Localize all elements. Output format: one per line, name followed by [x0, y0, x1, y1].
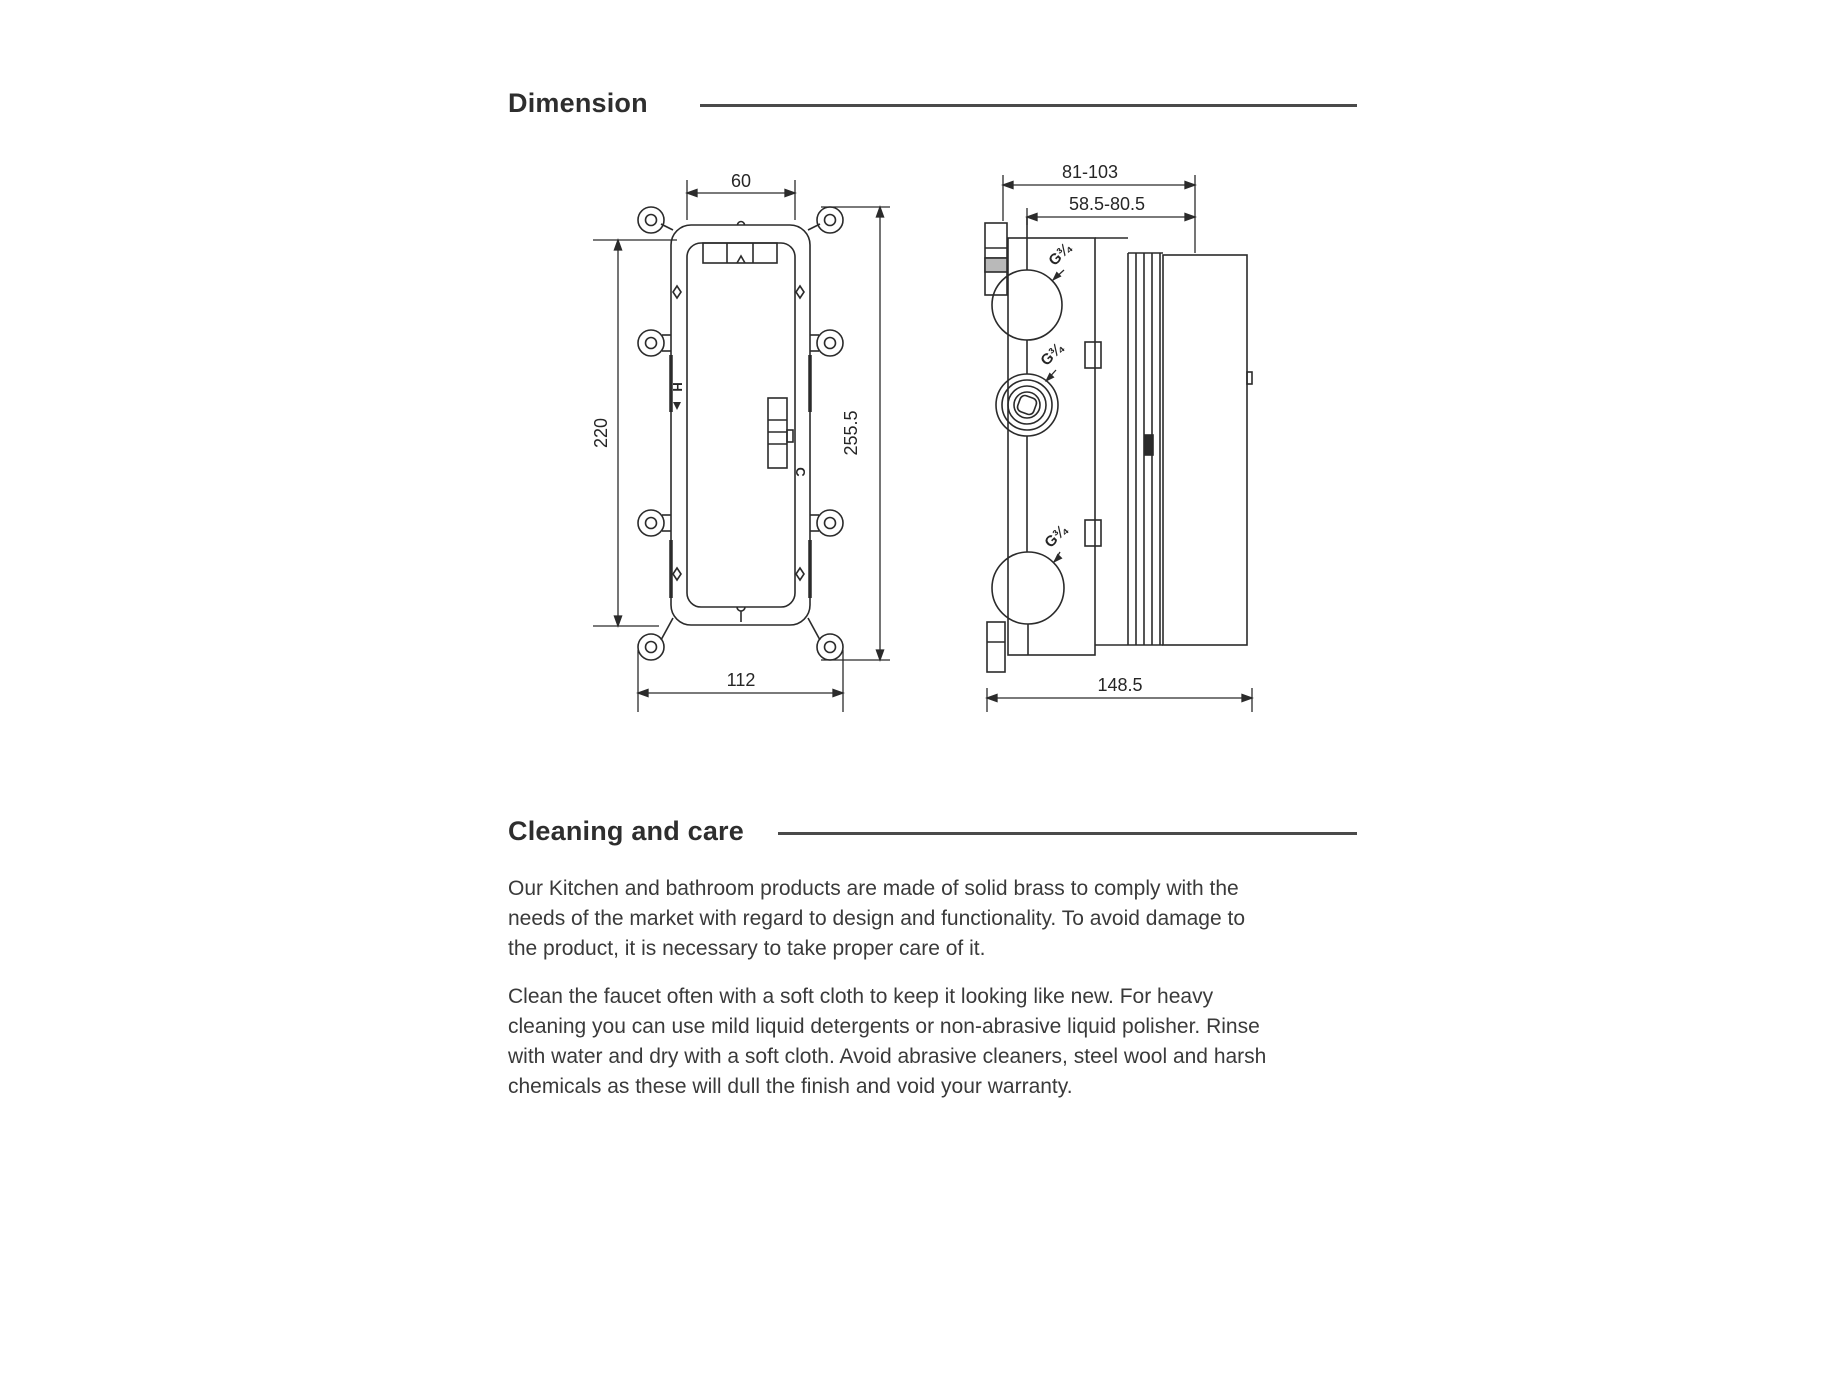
dim-depth-range [1003, 175, 1195, 253]
dim-label-top-width: 60 [730, 171, 752, 191]
thread-callouts [1037, 239, 1075, 563]
dim-label-right-height: 255.5 [841, 410, 861, 456]
paragraph-line: cleaning you can use mild liquid detergents or non-abrasive liquid polisher. Rinse [508, 1015, 1260, 1038]
paragraph-line: the product, it is necessary to take proper care of it. [508, 937, 986, 960]
cold-port-label: C [793, 467, 808, 477]
dimension-section-title: Dimension [508, 88, 648, 118]
thread-label-middle: G¾ [1037, 340, 1067, 370]
paragraph-line: chemicals as these will dull the finish and void your warranty. [508, 1075, 1073, 1098]
paragraph-line: with water and dry with a soft cloth. Avoid abrasive cleaners, steel wool and harsh [508, 1045, 1267, 1068]
hot-port-label: H [670, 382, 685, 392]
cleaning-paragraph-1 [508, 874, 1245, 964]
dim-label-depth-range: 81-103 [1061, 162, 1119, 182]
dimension-section-rule [700, 104, 1357, 107]
dim-label-depth-inner-range: 58.5-80.5 [1068, 194, 1146, 214]
bracket-body [671, 222, 810, 626]
dim-label-bottom-depth: 148.5 [1097, 675, 1143, 695]
paragraph-line: Clean the faucet often with a soft cloth to keep it looking like new. For heavy [508, 985, 1214, 1008]
side-view-drawing [975, 150, 1295, 730]
dim-label-left-height: 220 [591, 417, 611, 449]
paragraph-line: needs of the market with regard to design and functionality. To avoid damage to [508, 907, 1246, 930]
cleaning-section-title: Cleaning and care [508, 816, 744, 846]
mounting-ears [638, 207, 843, 660]
hot-port-tick [673, 402, 681, 410]
front-view-drawing [585, 150, 905, 730]
thread-label-bottom: G¾ [1041, 522, 1071, 552]
thread-label-top: G¾ [1045, 240, 1075, 270]
dim-label-bottom-width: 112 [726, 670, 756, 690]
valve-body [985, 217, 1252, 672]
cleaning-section-rule [778, 832, 1357, 835]
cleaning-paragraph-2 [508, 982, 1266, 1102]
paragraph-line: Our Kitchen and bathroom products are made of solid brass to comply with the [508, 877, 1239, 900]
